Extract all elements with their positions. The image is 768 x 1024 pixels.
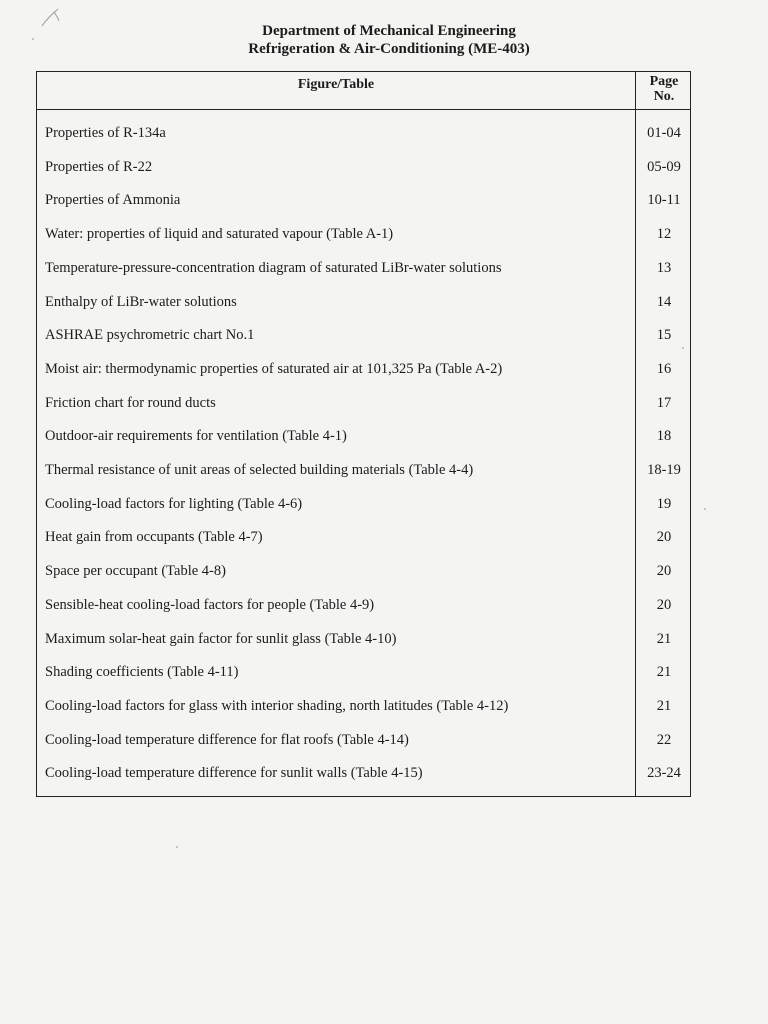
table-row	[37, 527, 692, 549]
table-row	[37, 190, 692, 212]
row-page-number: 12	[656, 226, 672, 243]
table-row	[37, 696, 692, 718]
row-title: Cooling-load factors for glass with interior shading, north latitudes (Table 4-12)	[45, 697, 509, 714]
column-header-figure: Figure/Table	[297, 77, 375, 92]
contents-table	[36, 71, 691, 797]
column-header-page-line2: No.	[653, 89, 675, 104]
row-title: ASHRAE psychrometric chart No.1	[45, 327, 255, 344]
table-row	[37, 292, 692, 314]
row-page-number: 15	[656, 327, 672, 344]
scan-speck	[704, 508, 706, 510]
table-row	[37, 561, 692, 583]
table-row	[37, 157, 692, 179]
row-page-number: 21	[656, 630, 672, 647]
table-row	[37, 595, 692, 617]
table-row	[37, 763, 692, 785]
row-page-number: 10-11	[647, 192, 681, 209]
scan-speck	[682, 347, 684, 349]
row-title: Properties of R-22	[45, 158, 153, 175]
table-row	[37, 629, 692, 651]
row-page-number: 20	[656, 596, 672, 613]
header-divider	[37, 109, 690, 110]
row-page-number: 19	[656, 495, 672, 512]
column-header-page	[636, 74, 692, 104]
row-title: Shading coefficients (Table 4-11)	[45, 664, 239, 681]
table-row	[37, 426, 692, 448]
row-page-number: 16	[656, 360, 672, 377]
row-title: Properties of Ammonia	[45, 192, 181, 209]
row-title: Thermal resistance of unit areas of selected building materials (Table 4-4)	[45, 462, 474, 478]
row-page-number: 20	[656, 529, 672, 546]
column-header-page-line1: Page	[649, 74, 679, 89]
row-page-number: 18	[656, 428, 672, 445]
row-page-number: 05-09	[647, 158, 681, 175]
document-header	[0, 22, 768, 58]
row-title: Space per occupant (Table 4-8)	[45, 563, 226, 580]
table-row	[37, 730, 692, 752]
row-title: Cooling-load temperature difference for sunlit walls (Table 4-15)	[45, 765, 423, 782]
row-title: Cooling-load temperature difference for flat roofs (Table 4-14)	[45, 731, 409, 748]
row-title: Maximum solar-heat gain factor for sunlit glass (Table 4-10)	[45, 630, 397, 647]
table-row	[37, 359, 692, 381]
row-page-number: 23-24	[647, 765, 681, 782]
course-title: Refrigeration & Air-Conditioning (ME-403)	[248, 41, 530, 57]
table-row	[37, 393, 692, 415]
row-page-number: 14	[656, 293, 672, 310]
row-title: Properties of R-134a	[45, 125, 166, 141]
table-row	[37, 662, 692, 684]
row-page-number: 17	[656, 394, 672, 411]
row-title: Water: properties of liquid and saturated vapour (Table A-1)	[45, 226, 394, 243]
row-title: Moist air: thermodynamic properties of saturated air at 101,325 Pa (Table A-2)	[45, 360, 503, 377]
table-row	[37, 224, 692, 246]
table-row	[37, 325, 692, 347]
table-row	[37, 494, 692, 516]
table-row	[37, 258, 692, 280]
row-page-number: 01-04	[647, 125, 681, 141]
row-page-number: 21	[656, 697, 672, 714]
row-page-number: 13	[656, 259, 672, 276]
table-row	[37, 123, 692, 145]
row-page-number: 18-19	[647, 462, 681, 478]
row-title: Cooling-load factors for lighting (Table 4-6)	[45, 495, 303, 512]
table-row	[37, 460, 692, 482]
row-title: Temperature-pressure-concentration diagram of saturated LiBr-water solutions	[45, 259, 502, 276]
row-page-number: 21	[656, 664, 672, 681]
row-title: Enthalpy of LiBr-water solutions	[45, 293, 237, 310]
row-page-number: 22	[656, 731, 672, 748]
row-title: Outdoor-air requirements for ventilation (Table 4-1)	[45, 428, 347, 445]
scan-speck	[32, 38, 34, 40]
row-title: Friction chart for round ducts	[45, 394, 216, 411]
row-title: Heat gain from occupants (Table 4-7)	[45, 529, 263, 546]
row-title: Sensible-heat cooling-load factors for people (Table 4-9)	[45, 596, 375, 613]
row-page-number: 20	[656, 563, 672, 580]
department-title: Department of Mechanical Engineering	[262, 23, 516, 39]
scan-speck	[176, 846, 178, 848]
